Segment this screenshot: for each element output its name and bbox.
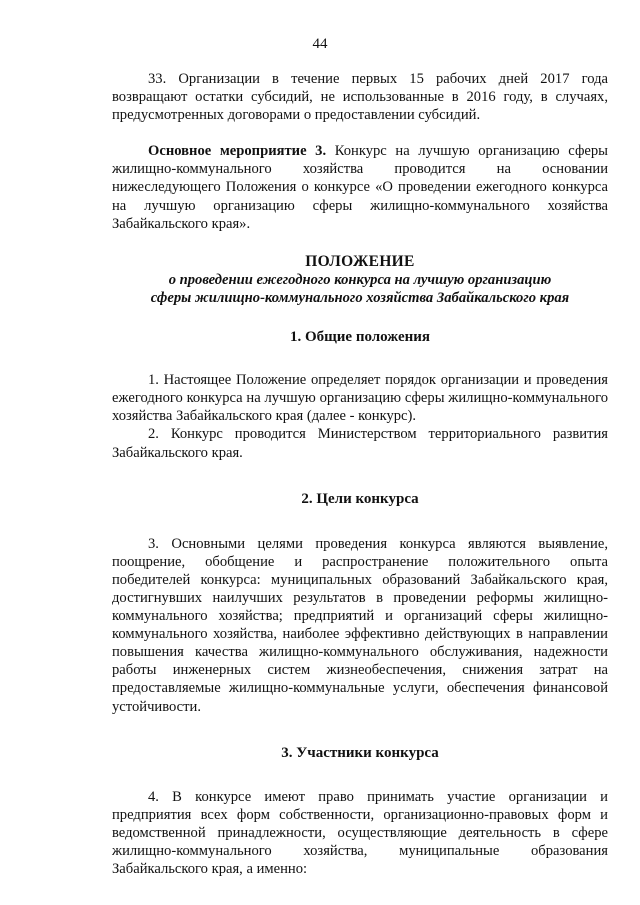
main-event-label: Основное мероприятие 3. [148,143,327,160]
main-event-paragraph [112,142,608,232]
section-heading-general: 1. Общие положения [289,329,431,346]
page-content [112,70,608,878]
section-heading-goals: 2. Цели конкурса [301,490,419,507]
clause-2: 2. Конкурс проводится Министерством территориального развития Забайкальского края. [112,426,608,461]
regulation-title: ПОЛОЖЕНИЕ [305,252,415,270]
clause-1: 1. Настоящее Положение определяет порядок организации и проведения ежегодного конкурса на лучшую организацию сферы жилищно-коммунального хозяйства Забайкальского края (далее - конкурс). [112,372,608,425]
main-event-text: Конкурс на лучшую организацию сферы жилищно-коммунального хозяйства проводится на основании нижеследующего Положения о конкурсе «О проведении ежегодного конкурса на лучшую организацию сферы жилищно-коммунального хозяйства Забайкальского края». [112,143,608,232]
section-heading-participants: 3. Участники конкурса [281,744,439,761]
regulation-subtitle-line-1: о проведении ежегодного конкурса на лучшую организацию [168,271,552,288]
clause-3: 3. Основными целями проведения конкурса являются выявление, поощрение, обобщение и распространение положительного опыта победителей конкурса: муниципальных образований Забайкальского края, достигнувших наилучших результатов в проведении реформы жилищно-коммунального хозяйства; предприятий и организаций сферы жилищно-коммунального хозяйства, наиболее эффективно действующих в направлении повышения качества жилищно-коммунального обслуживания, надежности работы инженерных систем жизнеобеспечения, снижения затрат на предоставляемые жилищно-коммунальные услуги, обеспечения финансовой устойчивости. [112,535,608,715]
clause-4: 4. В конкурсе имеют право принимать участие организации и предприятия всех форм собственности, организационно-правовых форм и ведомственной принадлежности, осуществляющие деятельность в сфере жилищно-коммунального хозяйства, муниципальные образования Забайкальского края, а именно: [112,788,608,878]
regulation-subtitle-line-2: сферы жилищно-коммунального хозяйства Забайкальского края [150,289,570,306]
paragraph-33: 33. Организации в течение первых 15 рабочих дней 2017 года возвращают остатки субсидий, не использованные в 2016 году, в случаях, предусмотренных договорами о предоставлении субсидий. [112,71,608,124]
page-number: 44 [312,36,328,52]
